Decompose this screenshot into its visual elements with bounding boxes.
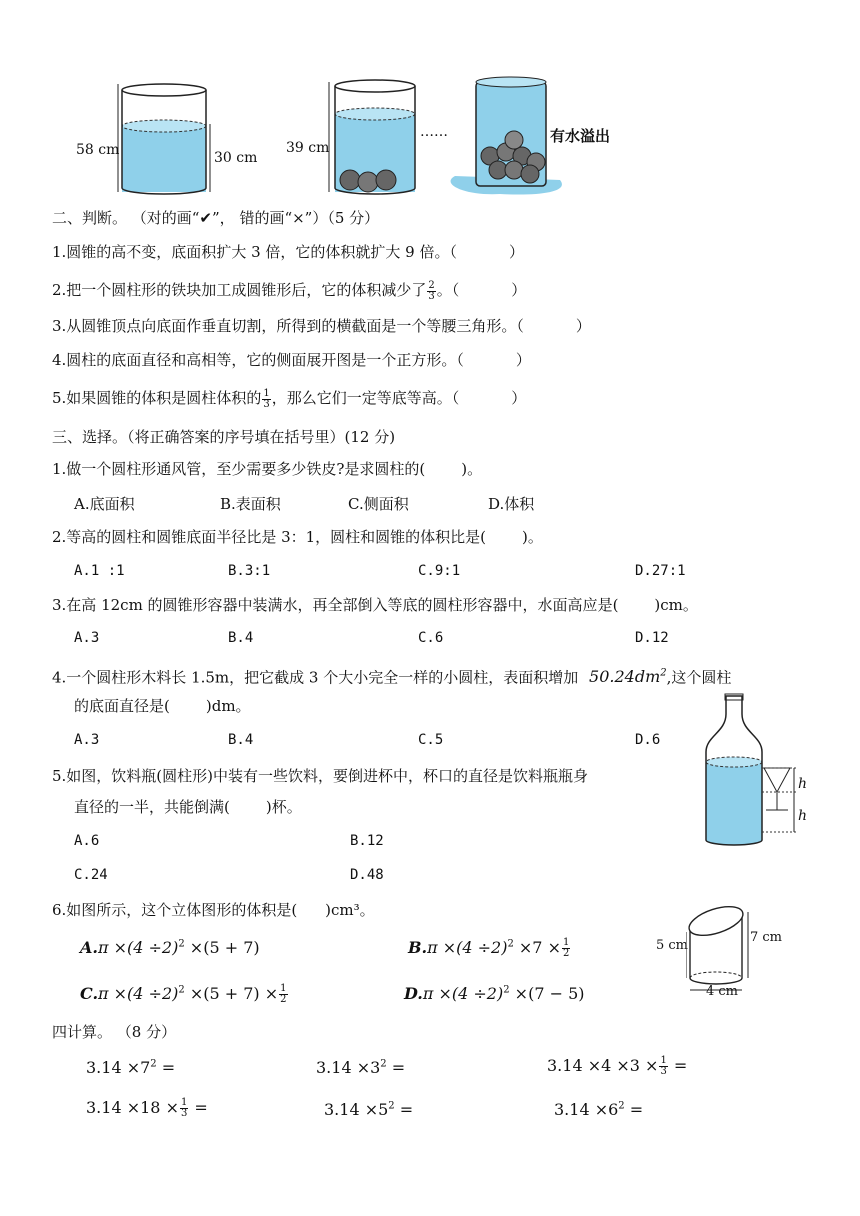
option-q6-c[interactable] <box>80 984 289 1005</box>
denominator: 3 <box>180 1108 188 1119</box>
calc-base: 3.14 ×7 <box>86 1058 151 1077</box>
option-q3-b[interactable]: B.4 <box>228 630 254 646</box>
judge-item-1 <box>52 242 524 262</box>
container-1 <box>118 84 210 194</box>
calc-base: 3.14 ×5 <box>324 1100 389 1119</box>
choice-q5-line2 <box>74 797 302 817</box>
option-q1-a[interactable]: A.底面积 <box>74 495 135 513</box>
calc-4 <box>86 1098 208 1119</box>
option-expr: π ×(4 ÷2) <box>98 984 179 1003</box>
cyl-label-bottom: 4 cm <box>706 984 739 999</box>
calc-end: = <box>156 1058 176 1077</box>
denominator: 3 <box>428 290 435 302</box>
option-q1-c[interactable]: C.侧面积 <box>348 495 409 513</box>
container-3 <box>451 77 562 194</box>
choice-q6 <box>52 900 375 920</box>
denominator: 3 <box>660 1066 667 1077</box>
question-text: 2.等高的圆柱和圆锥底面半径比是 3：1，圆柱和圆锥的体积比是( <box>52 528 487 546</box>
option-tail: ×(5 + 7) <box>184 938 260 957</box>
calc-end: = <box>624 1100 644 1119</box>
numerator: 2 <box>428 279 435 291</box>
choice-q4-line1 <box>52 664 731 687</box>
judge-text: 3.从圆锥顶点向底面作垂直切割，所得到的横截面是一个等腰三角形。（ <box>52 317 524 335</box>
option-expr: π ×(4 ÷2) <box>422 984 504 1003</box>
choice-q5-line1: 5.如图，饮料瓶(圆柱形)中装有一些饮料，要倒进杯中，杯口的直径是饮料瓶瓶身 <box>52 767 589 785</box>
area-number: 50.24 <box>589 667 635 687</box>
question-end: )杯。 <box>265 798 302 816</box>
calc-end: = <box>394 1100 414 1119</box>
overflow-label: 有水溢出 <box>550 127 611 145</box>
bottle-figure <box>700 692 820 848</box>
question-end: )dm。 <box>205 697 251 715</box>
judge-mid: 。（ <box>436 281 460 299</box>
cyl-label-right: 7 cm <box>750 930 783 945</box>
fraction <box>279 984 287 1005</box>
numerator: 1 <box>263 387 270 399</box>
calc-exp: 2 <box>380 1058 387 1070</box>
cyl-label-left: 5 cm <box>656 938 689 953</box>
bottle-h-top: h <box>798 776 808 792</box>
top-figure <box>70 72 630 200</box>
option-q2-b[interactable]: B.3:1 <box>228 563 271 579</box>
area-value <box>589 667 667 686</box>
calc-3 <box>547 1056 687 1077</box>
option-exp: 2 <box>178 984 185 996</box>
calc-5 <box>324 1100 413 1119</box>
option-tail: ×(7 − 5) <box>509 984 585 1003</box>
numerator: 1 <box>280 983 287 994</box>
numerator: 1 <box>180 1097 188 1108</box>
option-q6-d[interactable] <box>404 984 585 1003</box>
container-2 <box>329 80 415 194</box>
fraction <box>427 281 435 302</box>
calc-end: = <box>668 1056 688 1075</box>
dots: …… <box>420 124 448 140</box>
question-text: 直径的一半，共能倒满( <box>74 798 230 816</box>
option-q3-c[interactable]: C.6 <box>418 630 444 646</box>
judge-item-4 <box>52 350 531 370</box>
option-q5-c[interactable]: C.24 <box>74 867 108 883</box>
bottle-h-bottom: h <box>798 808 808 824</box>
area-exponent: 2 <box>660 668 667 679</box>
question-text: 的底面直径是( <box>74 697 170 715</box>
denominator: 3 <box>263 398 270 410</box>
close-paren: ） <box>515 351 531 369</box>
calc-exp: 2 <box>150 1058 157 1070</box>
option-q4-d[interactable]: D.6 <box>635 732 661 748</box>
option-expr: π ×(4 ÷2) <box>427 938 508 957</box>
section4-heading: 四计算。 （8 分） <box>52 1023 177 1041</box>
option-exp: 2 <box>503 984 510 996</box>
fraction <box>180 1098 188 1119</box>
close-paren: ） <box>508 243 524 261</box>
section3-heading: 三、选择。（将正确答案的序号填在括号里）(12 分) <box>52 428 396 446</box>
numerator: 1 <box>562 937 570 948</box>
question-end: )cm。 <box>654 596 698 614</box>
denominator: 2 <box>280 994 287 1005</box>
judge-text: 2.把一个圆柱形的铁块加工成圆锥形后，它的体积减少了 <box>52 281 427 299</box>
close-paren: ） <box>575 317 591 335</box>
question-text: 6.如图所示，这个立体图形的体积是( <box>52 901 298 919</box>
question-text: 1.做一个圆柱形通风管，至少需要多少铁皮?是求圆柱的( <box>52 460 426 478</box>
judge-text: 5.如果圆锥的体积是圆柱体积的 <box>52 389 262 407</box>
calc-base: 3.14 ×4 ×3 × <box>547 1056 659 1075</box>
close-paren: ） <box>511 281 527 299</box>
option-q5-a[interactable]: A.6 <box>74 833 100 849</box>
label-30cm: 30 cm <box>214 150 258 166</box>
calc-end: = <box>189 1098 208 1117</box>
calc-base: 3.14 ×6 <box>554 1100 619 1119</box>
fraction <box>659 1056 667 1077</box>
calc-exp: 2 <box>388 1100 395 1112</box>
fraction <box>562 938 570 959</box>
option-q1-d[interactable]: D.体积 <box>488 495 535 513</box>
option-q4-c[interactable]: C.5 <box>418 732 444 748</box>
question-text-end: ,这个圆柱 <box>666 668 732 687</box>
area-unit: dm <box>634 667 661 687</box>
option-letter: C. <box>80 984 99 1003</box>
numerator: 1 <box>660 1055 667 1066</box>
option-tail: ×7 × <box>513 938 561 957</box>
calc-base: 3.14 ×3 <box>316 1058 381 1077</box>
option-letter: B. <box>408 938 428 957</box>
close-paren: ） <box>511 389 527 407</box>
option-letter: D. <box>404 984 423 1003</box>
judge-item-3 <box>52 316 591 336</box>
denominator: 2 <box>562 948 570 959</box>
option-q3-d[interactable]: D.12 <box>635 630 669 646</box>
question-text: 3.在高 12cm 的圆锥形容器中装满水，再全部倒入等底的圆柱形容器中，水面高应是( <box>52 596 619 614</box>
judge-mid: ，那么它们一定等底等高。（ <box>271 389 460 407</box>
judge-text: 4.圆柱的底面直径和高相等，它的侧面展开图是一个正方形。（ <box>52 351 464 369</box>
option-q6-b[interactable] <box>408 938 571 959</box>
option-q4-a[interactable]: A.3 <box>74 732 100 748</box>
option-expr: π ×(4 ÷2) <box>97 938 179 957</box>
option-q4-b[interactable]: B.4 <box>228 732 254 748</box>
question-end: )。 <box>461 460 483 478</box>
option-tail: ×(5 + 7) × <box>184 984 279 1003</box>
calc-base: 3.14 ×18 × <box>86 1098 179 1117</box>
option-q3-a[interactable]: A.3 <box>74 630 100 646</box>
section2-heading: 二、判断。 （对的画“✔”， 错的画“×”）（5 分） <box>52 209 380 227</box>
question-end: )cm³。 <box>325 901 375 919</box>
option-q1-b[interactable]: B.表面积 <box>220 495 281 513</box>
choice-q2 <box>52 527 543 547</box>
option-letter: A. <box>80 938 98 957</box>
option-q2-a[interactable]: A.1 :1 <box>74 563 125 579</box>
option-exp: 2 <box>178 938 185 950</box>
judge-item-5 <box>52 388 526 410</box>
option-q2-c[interactable]: C.9:1 <box>418 563 461 579</box>
choice-q3 <box>52 595 698 615</box>
calc-end: = <box>386 1058 406 1077</box>
judge-text: 1.圆锥的高不变，底面积扩大 3 倍，它的体积就扩大 9 倍。（ <box>52 243 457 261</box>
label-39cm: 39 cm <box>286 140 330 156</box>
judge-item-2 <box>52 280 526 302</box>
question-end: )。 <box>522 528 543 546</box>
option-q5-d[interactable]: D.48 <box>350 867 384 883</box>
choice-q1 <box>52 459 482 479</box>
option-exp: 2 <box>507 938 514 950</box>
calc-exp: 2 <box>618 1100 625 1112</box>
option-q2-d[interactable]: D.27:1 <box>635 563 686 579</box>
choice-q4-line2 <box>74 696 251 716</box>
fraction <box>262 389 270 410</box>
question-text: 4.一个圆柱形木料长 1.5m，把它截成 3 个大小完全一样的小圆柱，表面积增加 <box>52 668 579 687</box>
label-58cm: 58 cm <box>76 142 120 158</box>
calc-1 <box>86 1058 175 1077</box>
option-q6-a[interactable] <box>80 938 260 957</box>
option-q5-b[interactable]: B.12 <box>350 833 384 849</box>
calc-6 <box>554 1100 643 1119</box>
calc-2 <box>316 1058 405 1077</box>
